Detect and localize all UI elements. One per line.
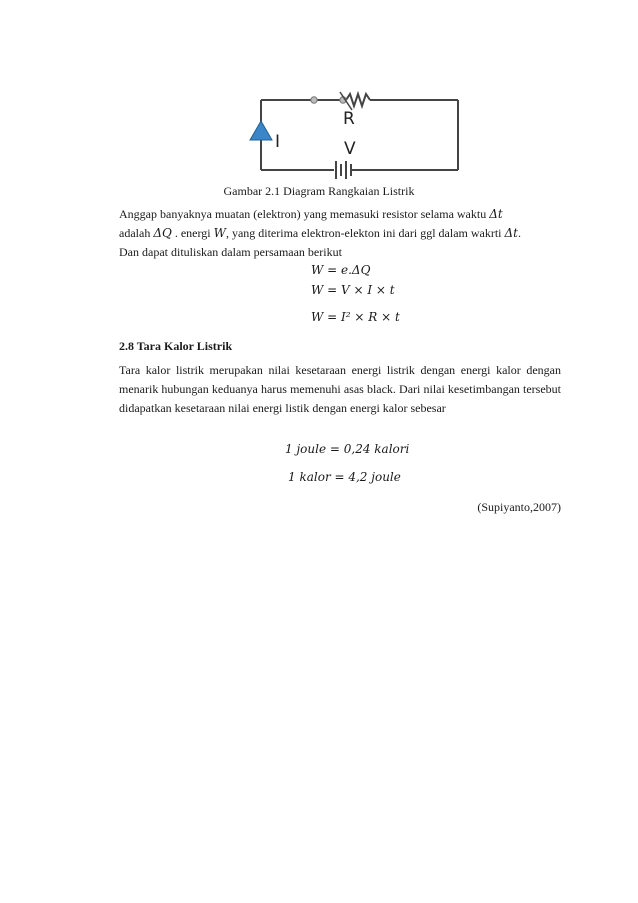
section-heading: 2.8 Tara Kalor Listrik	[119, 339, 233, 353]
circuit-label-r: R	[343, 109, 355, 129]
conversion-joule: 1 joule = 0,24 kalori	[285, 442, 410, 456]
circuit-switch-contact-left	[311, 97, 317, 103]
math-delta-t: Δt	[489, 207, 503, 221]
math-delta-t: Δt	[504, 226, 519, 240]
current-arrow-icon	[250, 121, 272, 140]
figure-caption: Gambar 2.1 Diagram Rangkaian Listrik	[223, 184, 415, 198]
math-delta-q: ΔQ	[153, 226, 172, 240]
paragraph-line-3: Dan dapat dituliskan dalam persamaan berikut	[119, 245, 342, 259]
conversion-kalor: 1 kalor = 4,2 joule	[288, 470, 401, 484]
citation: (Supiyanto,2007)	[477, 500, 561, 514]
paragraph-text: , yang diterima elektron-elekton ini dari ggl dalam wakrti	[225, 226, 505, 240]
circuit-label-v: V	[344, 139, 356, 159]
equation-1: W = e.ΔQ	[311, 263, 371, 277]
paragraph-text: . energi	[171, 226, 214, 240]
equation-2: W = V × I × t	[311, 283, 395, 297]
circuit-resistor	[346, 94, 370, 106]
math-w: W	[213, 226, 226, 240]
circuit-diagram	[240, 84, 465, 180]
paragraph-line-2	[119, 224, 561, 243]
paragraph-line-1	[119, 205, 561, 224]
paragraph-text: Anggap banyaknya muatan (elektron) yang memasuki resistor selama waktu	[119, 207, 490, 221]
paragraph-text: adalah	[119, 226, 154, 240]
circuit-label-i: I	[275, 132, 281, 152]
section-paragraph: Tara kalor listrik merupakan nilai kesetaraan energi listrik dengan energi kalor dengan menarik hubungan keduanya harus memenuhi asas black. Dari nilai kesetimbangan tersebut didapatkan kesetaraan nilai energi listik dengan energi kalor sebesar	[119, 363, 561, 415]
paragraph-text: .	[518, 226, 522, 240]
equation-3: W = I² × R × t	[311, 310, 400, 324]
